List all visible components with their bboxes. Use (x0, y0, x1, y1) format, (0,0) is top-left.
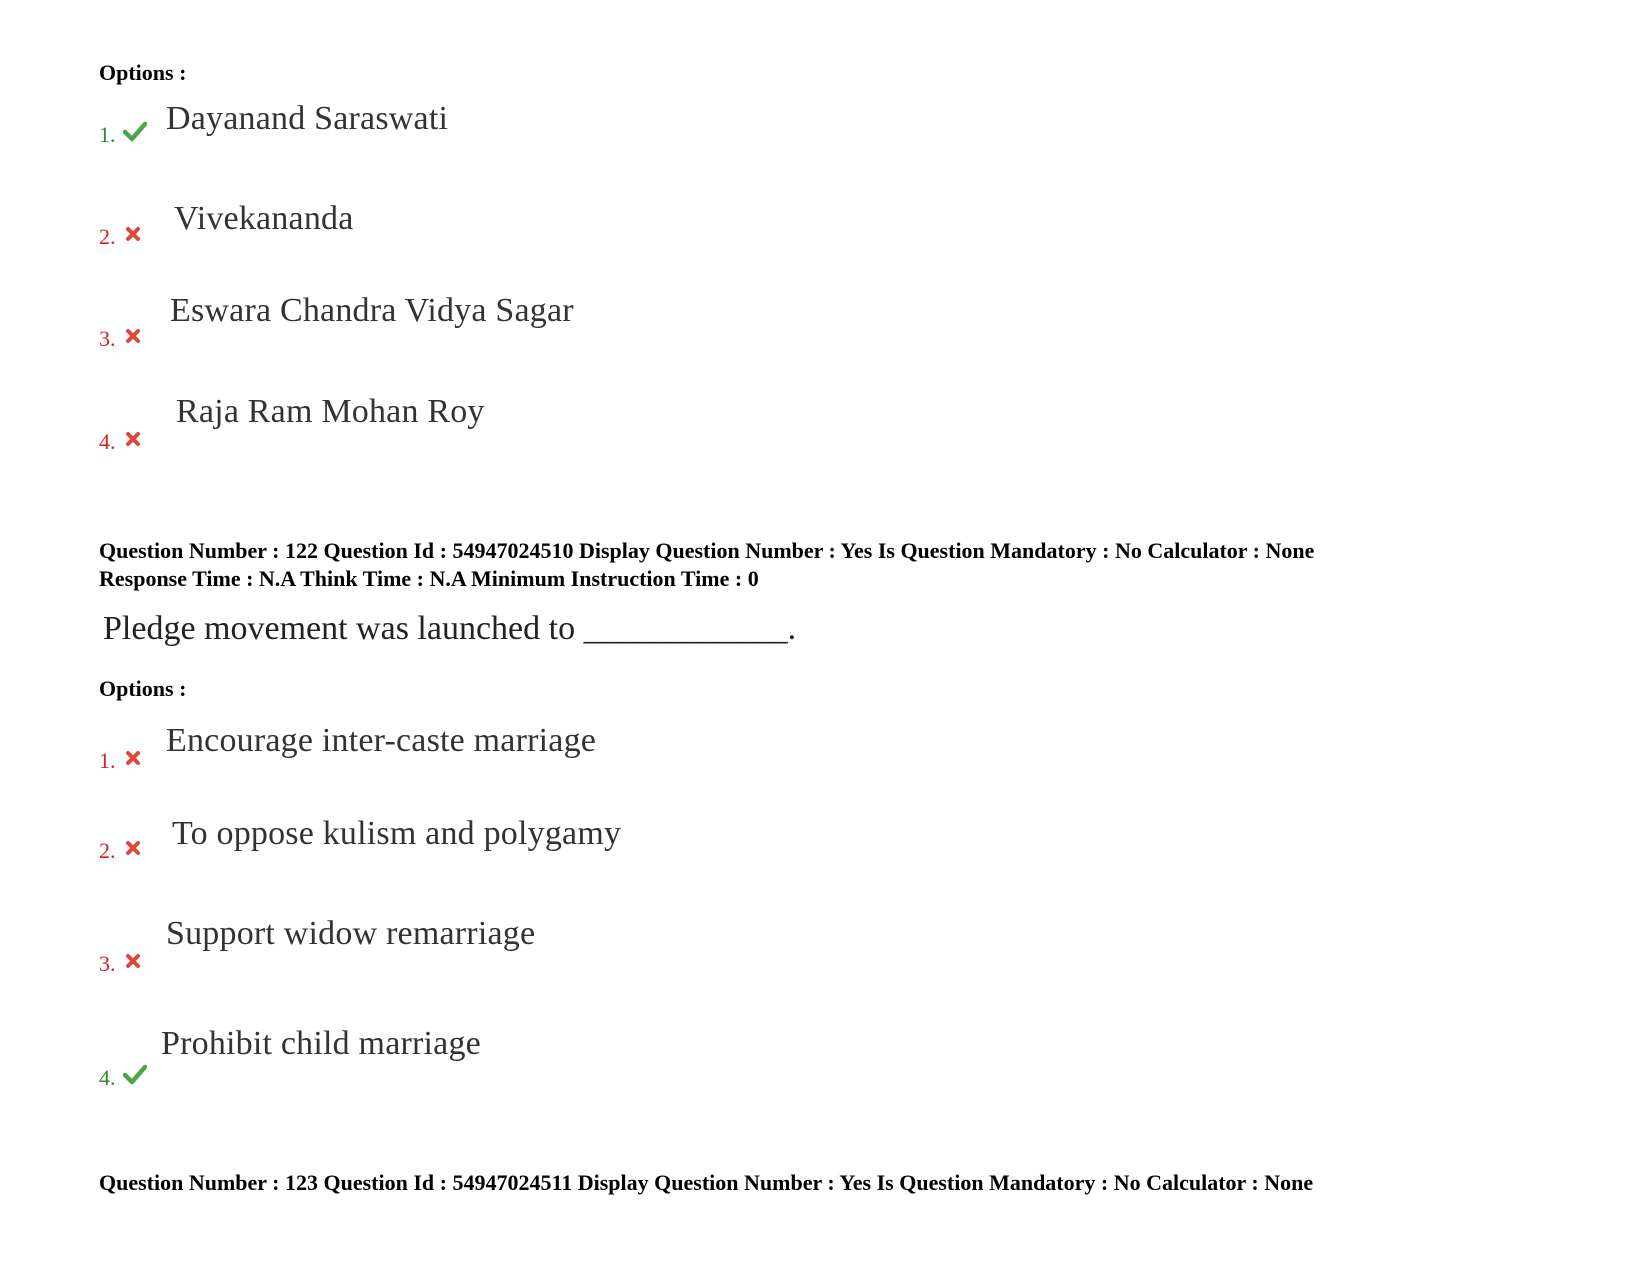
question-text: Pledge movement was launched to ____________. (103, 610, 797, 647)
option-number: 4. (99, 429, 116, 454)
question-meta: Question Number : 122 Question Id : 54947024510 Display Question Number : Yes Is Question Mandatory : No Calculator : None (99, 538, 1315, 563)
option-number: 1. (99, 748, 116, 773)
cross-icon (125, 840, 141, 856)
cross-icon (125, 226, 141, 242)
question-meta-timing: Response Time : N.A Think Time : N.A Minimum Instruction Time : 0 (99, 566, 759, 591)
option-item (99, 200, 699, 260)
check-icon (123, 1063, 147, 1085)
option-item (99, 722, 799, 782)
option-text: Support widow remarriage (166, 915, 536, 952)
option-item (99, 915, 799, 975)
options-label: Options : (99, 60, 187, 85)
option-item (99, 100, 699, 160)
options-label: Options : (99, 676, 187, 701)
option-text: Encourage inter-caste marriage (166, 722, 597, 759)
cross-icon (125, 953, 141, 969)
option-number: 4. (99, 1065, 116, 1090)
option-number: 2. (99, 224, 116, 249)
question-meta: Question Number : 123 Question Id : 54947024511 Display Question Number : Yes Is Question Mandatory : No Calculator : None (99, 1170, 1314, 1195)
cross-icon (125, 750, 141, 766)
option-text: Raja Ram Mohan Roy (176, 393, 485, 430)
option-item (99, 815, 799, 875)
option-item (99, 393, 699, 453)
option-text: Dayanand Saraswati (166, 100, 449, 137)
option-text: To oppose kulism and polygamy (172, 815, 622, 852)
option-text: Prohibit child marriage (161, 1025, 481, 1062)
option-item (99, 292, 799, 352)
option-number: 3. (99, 326, 116, 351)
option-number: 3. (99, 951, 116, 976)
option-text: Vivekananda (174, 200, 354, 237)
option-text: Eswara Chandra Vidya Sagar (170, 292, 574, 329)
cross-icon (125, 431, 141, 447)
option-number: 1. (99, 122, 116, 147)
option-number: 2. (99, 838, 116, 863)
option-item (99, 1025, 799, 1090)
check-icon (123, 120, 147, 142)
cross-icon (125, 328, 141, 344)
